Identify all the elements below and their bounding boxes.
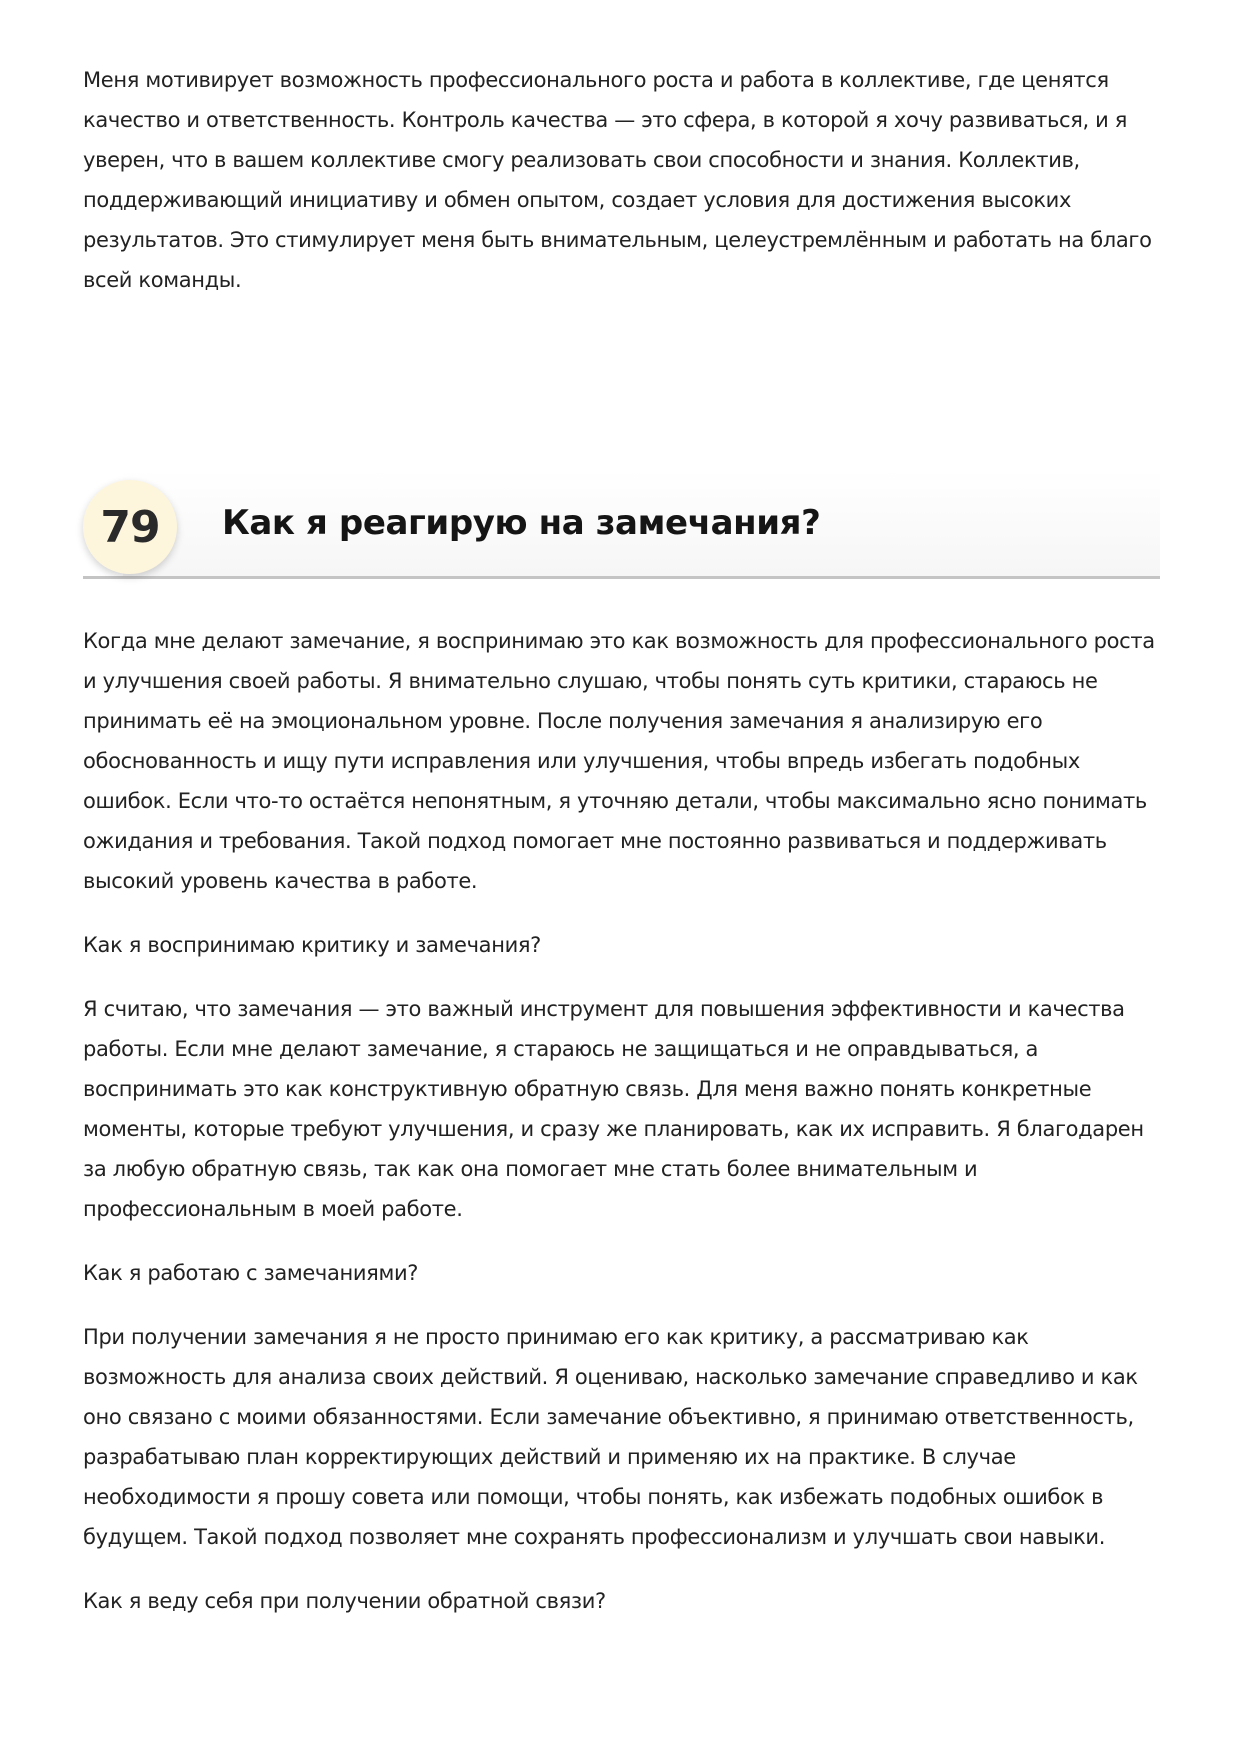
answer-paragraph: Я считаю, что замечания — это важный инструмент для повышения эффективности и качества работы. Если мне делают замечание, я стараюсь не защищаться и не оправдываться, а воспринимать это как конструктивную обратную связь. Для меня важно понять конкретные моменты, которые требуют улучшения, и сразу же планировать, как их исправить. Я благодарен за любую обратную связь, так как она помогает мне стать более внимательным и профессиональным в моей работе. bbox=[83, 997, 1144, 1221]
section-content bbox=[83, 621, 1160, 1645]
section-title: Как я реагирую на замечания? bbox=[222, 503, 821, 543]
section-divider bbox=[83, 576, 1160, 579]
section-header bbox=[83, 470, 1160, 578]
subquestion-paragraph: Как я веду себя при получении обратной связи? bbox=[83, 1589, 606, 1613]
answer-paragraph: Когда мне делают замечание, я воспринимаю это как возможность для профессионального роста и улучшения своей работы. Я внимательно слушаю, чтобы понять суть критики, стараюсь не принимать её на эмоциональном уровне. После получения замечания я анализирую его обоснованность и ищу пути исправления или улучшения, чтобы впредь избегать подобных ошибок. Если что-то остаётся непонятным, я уточняю детали, чтобы максимально ясно понимать ожидания и требования. Такой подход помогает мне постоянно развиваться и поддерживать высокий уровень качества в работе. bbox=[83, 629, 1155, 893]
answer-paragraph: При получении замечания я не просто принимаю его как критику, а рассматриваю как возможность для анализа своих действий. Я оцениваю, насколько замечание справедливо и как оно связано с моими обязанностями. Если замечание объективно, я принимаю ответственность, разрабатываю план корректирующих действий и применяю их на практике. В случае необходимости я прошу совета или помощи, чтобы понять, как избежать подобных ошибок в будущем. Такой подход позволяет мне сохранять профессионализм и улучшать свои навыки. bbox=[83, 1325, 1138, 1549]
subquestion-paragraph: Как я воспринимаю критику и замечания? bbox=[83, 933, 541, 957]
subquestion-paragraph: Как я работаю с замечаниями? bbox=[83, 1261, 419, 1285]
intro-paragraph: Меня мотивирует возможность профессионального роста и работа в коллективе, где ценятся качество и ответственность. Контроль качества — это сфера, в которой я хочу развиваться, и я уверен, что в вашем коллективе смогу реализовать свои способности и знания. Коллектив, поддерживающий инициативу и обмен опытом, создает условия для достижения высоких результатов. Это стимулирует меня быть внимательным, целеустремлённым и работать на благо всей команды. bbox=[83, 68, 1152, 292]
section-number-badge: 79 bbox=[83, 480, 177, 574]
